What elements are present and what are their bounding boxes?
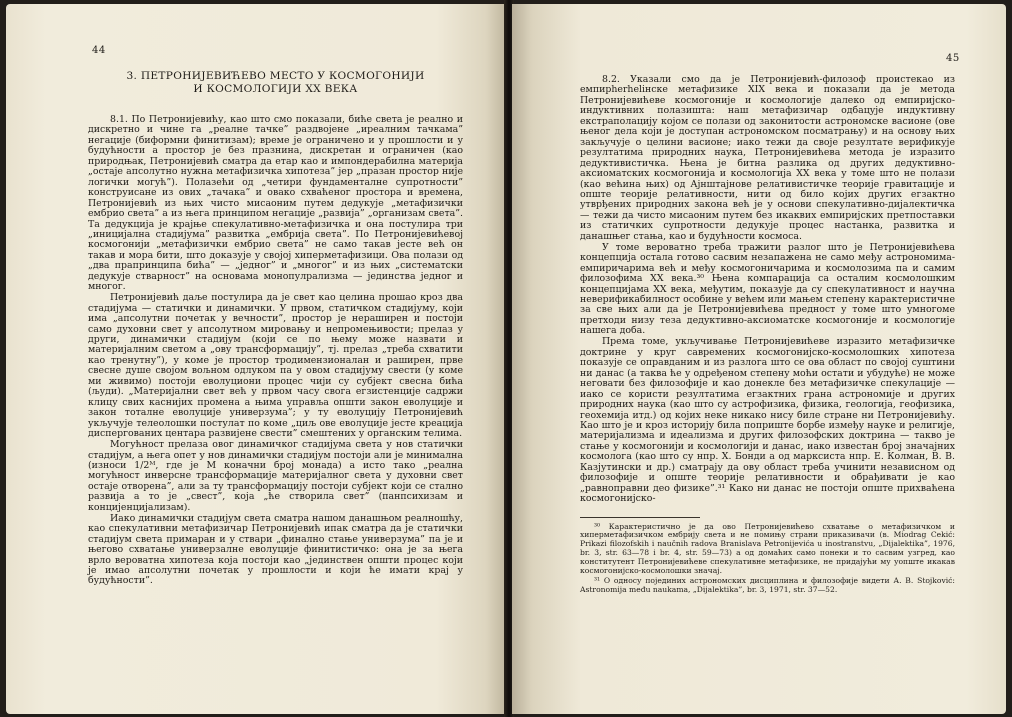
paragraph: Могућност прелаза овог динамичког стадијума света у нов статички стадијум, а њега опет у нов динамички стадијум постоји али је минимална (износи 1/2ᴹ, где је М коначни број монада) а исто тако „реална могућност инверсне трансформације материјалног света у духовни свет остаје отворена”, али за ту трансформацију постоји субјект који се стално развија а то је „свест”, која „ће створила свет” (панпсихизам и концијенцијализам). [88, 439, 463, 513]
heading-line-1: 3. ПЕТРОНИЈЕВИЋЕВО МЕСТО У КОСМОГОНИЈИ [126, 70, 425, 82]
footnote-divider [580, 517, 700, 518]
paragraph-8-1: 8.1. По Петронијевићу, као што смо показали, биће света је реално и дискретно и чине га „реалне тачке” раздвојене „иреалним тачкама” негације (биформни финитизам); време је ограничено и у прошлости и у будућности а простор је без празнина, дискретан и ограничен (као природњак, Петронијевић сматра да етар као и импондерабилна материја „остаје апсолутно нужна метафизичка хипотеза” јер „празан простор није логички могућ”). Полазећи од „четири фундаменталне супротности” конструисане из ових „тачака” и овако схваћеног простора и времена, Петронијевић из њих чисто мисаоним путем дедукује „метафизички ембрио света” а из њега принципом негације „развија” „организам света”. Та дедукција је крајње спекулативно-метафизичка и она постулира три „иницијална стадијума” развитка „ембрија света”. По Петронијевићевој космогонији „метафизички ембрио света” не само такав јесте већ он такав и мора бити, што доказује у својој хиперметафизици. Ова полази од „два прапринципа бића” — „једног” и „многог” и из њих „систематски дедукује стварност” на основама монопулрализма — јединства једног и многог. [88, 114, 463, 293]
paragraph: У томе вероватно треба тражити разлог што је Петронијевићева концепција остала готово сасвим незапажена не само међу астрономима-емпиричарима већ и међу космогоничарима и космолозима па и самим филозофима XX века.³⁰ Њена компарација са осталим космолошким концепцијама XX века, међутим, показује да су спекулативност и научна неверификабилност особине у већем или мањем степену карактеристичне за све њих али да је Петронијевићева предност у томе што умногоме претходи низу теза дедуктивно-аксиоматске космогоније и космологије нашега доба. [580, 241, 955, 337]
page-number-right: 45 [946, 53, 960, 64]
right-text-column [580, 75, 955, 595]
heading-line-2: И КОСМОЛОГИЈИ XX ВЕКА [193, 82, 358, 95]
paragraph: Иако динамички стадијум света сматра нашом данашњом реалношћу, као спекулативни метафизичар Петронијевић ипак сматра да је статички стадијум света примаран и у ствари „финално стање универзума” па је и његово схватање универзалне еволуције финитистичко: она је за њега врло вероватна хипотеза која постоји као „јединствен општи процес који је имао апсолутни почетак у прошлости и који ће имати крај у будућности”. [88, 512, 463, 587]
footnote-31: ³¹ О односу појединих астрономских дисциплина и филозофије видети А. В. Stojković: Astronomija među naukama, „Dijalektika”, br. 3, 1971, str. 37—52. [580, 576, 955, 594]
paragraph: Према томе, укључивање Петронијевићеве изразито метафизичке доктрине у круг савремених космогонијско-космолошких хипотеза показује се оправданим и из разлога што се ова област по својој суштини ни данас (а таква ће у одређеном степену моћи остати и убудуће) не може неговати без филозофије и као донекле без метафизичке спекулације — иако се користи резултатима егзактних грана астрономије и других природних наука (као што су астрофизика, физика, геологија, геофизика, геохемија итд.) од којих неке никако нису биле стране ни Петронијевићу. Као што је и кроз историју била поприште борбе између науке и религије, материјализма и идеализма и других филозофских доктрина — такво је стање у космогонији и космологији и данас, иако известан број значајних космолога (као што су нпр. Х. Бонди а од марксиста нпр. Е. Колман, В. В. Казјутински и др.) сматрају да ову област треба учинити независном од филозофије и опште теорије релативности и обрађивати је као „равноправни део физике”.³¹ Како ни данас не постоји опште прихваћена космогонијско- [580, 336, 955, 505]
paragraph: Петронијевић даље постулира да је свет као целина прошао кроз два стадијума — статички и динамички. У првом, статичком стадијуму, који има „апсолутни почетак у вечности”, простор је нераширен и постоји само духовни свет у апсолутном мировању и непромењивости; прелаз у други, динамички стадијум (који се по њему може назвати и материјалним светом а „ову трансформацију”, тј. прелаз „треба схватити као тренутну”), у коме је простор тродимензионалан и раширен, прве свесне душе својом вољном одлуком па у овом стадијуму свести (у коме ми живимо) постоји еволуциони процес чији су субјект свесна бића (људи). „Материјални свет већ у првом часу свога егзистенције садржи клицу свих каснијих промена а њима управља општи закон еволуције и закон тоталне еволуције универзума”; у ту еволуцију Петронијевић укључује телеолошки постулат по коме „циљ ове еволуције јесте креација диспергованих центара развијене свести” смештених у органским телима. [88, 292, 463, 440]
left-page [6, 4, 506, 714]
section-heading [88, 70, 463, 95]
page-number-left: 44 [92, 45, 106, 56]
paragraph-8-2: 8.2. Указали смо да је Петронијевић-филозоф проистекао из емпирherheliнске метафизике XIX века и показали да је метода Петронијевићеве космогоније и космологије далеко од емпиријско-индуктивних полазишта: наш метафизичар одбацује индуктивну екстраполацију којом се полази од законитости астрономске васионе (ове њеног дела који је доступан астрономском посматрању) и на основу њих закључује о целини васионе; иако тежи да своје резултате верификује резултатима природних наука, Петронијевићева метода је изразито дедуктивистичка. Њена је битна разлика од других дедуктивно-аксиоматских космогонија и космологија XX века у томе што не полази (као већина њих) од Ајнштајнове релативистичке теорије гравитације и опште теорије релативности, нити од било којих других егзактно утврђених природних закона већ је у основи спекулативно-дијалектичка — тежи да чисто мисаоним путем без икаквих емпиријских претпоставки из статичких супротности дедукује процес настанка, развитка и данашњег стања, као и будућности космоса. [580, 74, 955, 242]
left-text-column [88, 70, 463, 587]
footnote-30: ³⁰ Карактеристично је да ово Петронијевићево схватање о метафизичком и хиперметафизичком ембрију света и не помињу страни приказивачи (в. Miodrag Cekić: Prikazi filozofskih i naučnih radova Branislava Petronijevića u inostranstvu, „Dijalektika”, 1976, br. 3, str. 63—78 i br. 4, str. 59—73) а од домаћих само понеки и то сасвим узгред, као конститутент Петронијевићеве спекулативне метафизике, не придајући му уопште икакав космогонијско-космолошки значај. [580, 521, 955, 576]
right-page [512, 4, 1006, 714]
